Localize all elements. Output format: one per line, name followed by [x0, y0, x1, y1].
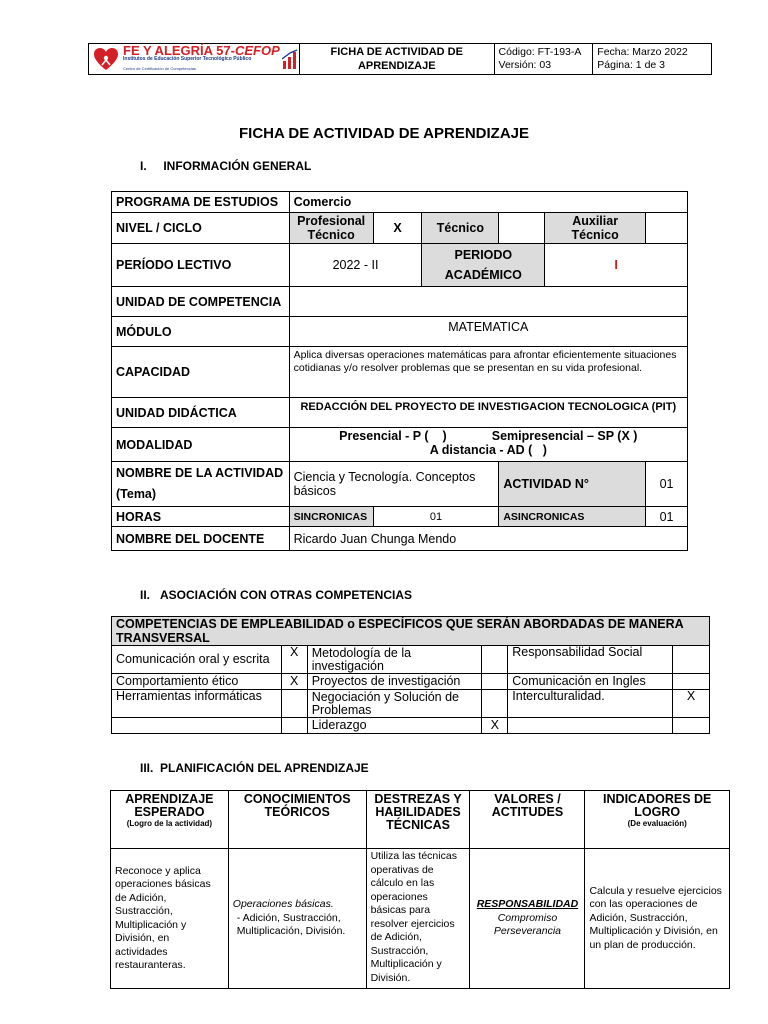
plan-header-title: DESTREZAS Y HABILIDADES TÉCNICAS — [374, 792, 462, 832]
unidad-comp-label: UNIDAD DE COMPETENCIA — [112, 287, 290, 317]
actividad-label: NOMBRE DE LA ACTIVIDAD (Tema) — [112, 462, 290, 507]
nivel-label: NIVEL / CICLO — [112, 213, 290, 244]
bar-chart-logo-icon — [282, 49, 298, 69]
logo-brand: FE Y ALEGRÍA 57- — [123, 42, 235, 58]
modalidad-label: MODALIDAD — [112, 428, 290, 462]
planificacion-table — [110, 790, 730, 989]
unidad-did-label: UNIDAD DIDÁCTICA — [112, 398, 290, 428]
comp-cell: Negociación y Solución de Problemas — [307, 690, 482, 718]
plan-header-title: CONOCIMIENTOS TEÓRICOS — [243, 792, 351, 819]
heart-logo-icon — [93, 46, 119, 72]
comp-cell: Responsabilidad Social — [508, 646, 673, 674]
comp-mark — [281, 690, 307, 718]
comp-cell: Interculturalidad. — [508, 690, 673, 718]
plan-aprendizaje: Reconoce y aplica operaciones básicas de Adición, Sustracción, Multiplicación y División, en actividades restauranteras. — [111, 849, 229, 989]
logo-line2: Centro de Certificación de Competencias — [123, 65, 196, 71]
plan-header-conocimientos — [228, 791, 366, 849]
info-table — [111, 191, 688, 551]
asinc-value: 01 — [646, 507, 688, 527]
capacidad-value: Aplica diversas operaciones matemáticas para afrontar eficientemente situaciones cotidianas y/o resolver problemas que se presentan en su vida profesional. — [289, 347, 687, 398]
comp-mark: X — [673, 690, 710, 718]
modalidad-value — [289, 428, 687, 462]
plan-header-aprendizaje — [111, 791, 229, 849]
section-3-title: III. PLANIFICACIÓN DEL APRENDIZAJE — [140, 761, 369, 775]
nivel-tec-mark — [499, 213, 545, 244]
horas-label: HORAS — [112, 507, 290, 527]
plan-header-destrezas — [366, 791, 470, 849]
header-pagina: Página: 1 de 3 — [597, 59, 666, 71]
nivel-aux: Auxiliar Técnico — [545, 213, 646, 244]
periodo-label: PERÍODO LECTIVO — [112, 244, 290, 287]
plan-header-title: INDICADORES DE LOGRO — [603, 792, 712, 819]
header-title: FICHA DE ACTIVIDAD DE APRENDIZAJE — [299, 44, 494, 75]
header-codigo: Código: FT-193-A — [498, 46, 582, 58]
comp-cell: Metodología de la investigación — [307, 646, 482, 674]
docente-label: NOMBRE DEL DOCENTE — [112, 527, 290, 551]
programa-label: PROGRAMA DE ESTUDIOS — [112, 192, 290, 213]
logo-line1: Institutos de Educación Superior Tecnológico Público — [123, 55, 252, 62]
header-fecha: Fecha: Marzo 2022 — [597, 46, 688, 58]
comp-mark — [673, 646, 710, 674]
nivel-tec: Técnico — [422, 213, 499, 244]
plan-header-indicadores — [585, 791, 730, 849]
modulo-value: MATEMATICA — [289, 317, 687, 347]
plan-destrezas: Utiliza las técnicas operativas de cálculo en las operaciones básicas para resolver ejercicios de Adición, Sustracción, Multiplicación y División. — [366, 849, 470, 989]
plan-valores — [470, 849, 585, 989]
comp-cell: Comunicación oral y escrita — [112, 646, 282, 674]
comp-cell: Herramientas informáticas — [112, 690, 282, 718]
actividad-value: Ciencia y Tecnología. Conceptos básicos — [289, 462, 499, 507]
comp-mark: X — [482, 718, 508, 734]
header-date-cell — [593, 44, 712, 75]
sinc-value: 01 — [373, 507, 499, 527]
section-2-title: II. ASOCIACIÓN CON OTRAS COMPETENCIAS — [140, 588, 413, 602]
modalidad-line2: A distancia - AD ( ) — [429, 443, 547, 457]
comp-mark: X — [281, 674, 307, 690]
plan-valor-1: Compromiso — [497, 911, 558, 924]
comp-cell: Comunicación en Ingles — [508, 674, 673, 690]
header-code-cell — [494, 44, 593, 75]
actividad-n-value: 01 — [646, 462, 688, 507]
capacidad-label: CAPACIDAD — [112, 347, 290, 398]
document-header — [88, 43, 712, 75]
plan-valor-2: Perseverancia — [493, 925, 562, 938]
section-1-title: I. INFORMACIÓN GENERAL — [140, 159, 312, 173]
nivel-aux-mark — [646, 213, 688, 244]
modalidad-line1: Presencial - P ( ) Semipresencial – SP (X ) — [339, 429, 638, 443]
comp-cell: Liderazgo — [307, 718, 482, 734]
plan-indicadores: Calcula y resuelve ejercicios con las operaciones de Adición, Sustracción, Multiplicación y División, en un plan de producción. — [585, 849, 730, 989]
comp-mark — [281, 718, 307, 734]
comp-mark: X — [281, 646, 307, 674]
unidad-comp-value — [289, 287, 687, 317]
comp-cell — [508, 718, 673, 734]
header-version: Versión: 03 — [498, 59, 552, 71]
sinc-label: SINCRONICAS — [289, 507, 373, 527]
asinc-label: ASINCRONICAS — [499, 507, 646, 527]
plan-header-title: VALORES / ACTITUDES — [491, 792, 564, 819]
actividad-n-label: ACTIVIDAD N° — [499, 462, 646, 507]
comp-mark — [482, 690, 508, 718]
plan-header-sub: (De evaluación) — [627, 819, 687, 828]
plan-header-sub: (Logro de la actividad) — [126, 819, 213, 828]
plan-valor-main: RESPONSABILIDAD — [476, 898, 579, 911]
comp-mark — [482, 674, 508, 690]
competencias-table — [111, 616, 710, 734]
periodo-acad-value: I — [545, 244, 688, 287]
plan-conocimientos — [228, 849, 366, 989]
comp-cell: Proyectos de investigación — [307, 674, 482, 690]
docente-value: Ricardo Juan Chunga Mendo — [289, 527, 687, 551]
comp-mark — [673, 674, 710, 690]
plan-header-title: APRENDIZAJE ESPERADO — [125, 792, 214, 819]
logo-cefop: CEFOP — [234, 42, 280, 58]
comp-mark — [673, 718, 710, 734]
modulo-label: MÓDULO — [112, 317, 290, 347]
periodo-value: 2022 - II — [289, 244, 422, 287]
logo — [89, 44, 300, 75]
comp-cell — [112, 718, 282, 734]
plan-conocimientos-items: - Adición, Sustracción, Multiplicación, División. — [236, 911, 346, 938]
nivel-prof-mark: X — [373, 213, 422, 244]
competencias-header: COMPETENCIAS DE EMPLEABILIDAD o ESPECÍFICOS QUE SERÁN ABORDADAS DE MANERA TRANSVERSAL — [112, 617, 710, 646]
nivel-prof: Profesional Técnico — [289, 213, 373, 244]
unidad-did-value: REDACCIÓN DEL PROYECTO DE INVESTIGACION TECNOLOGICA (PIT) — [289, 398, 687, 428]
plan-conocimientos-title: Operaciones básicas. — [232, 898, 334, 911]
plan-header-valores — [470, 791, 585, 849]
comp-cell: Comportamiento ético — [112, 674, 282, 690]
comp-mark — [482, 646, 508, 674]
programa-value: Comercio — [289, 192, 687, 213]
periodo-acad-label: PERIODO ACADÉMICO — [422, 244, 545, 287]
page-title: FICHA DE ACTIVIDAD DE APRENDIZAJE — [238, 125, 530, 142]
